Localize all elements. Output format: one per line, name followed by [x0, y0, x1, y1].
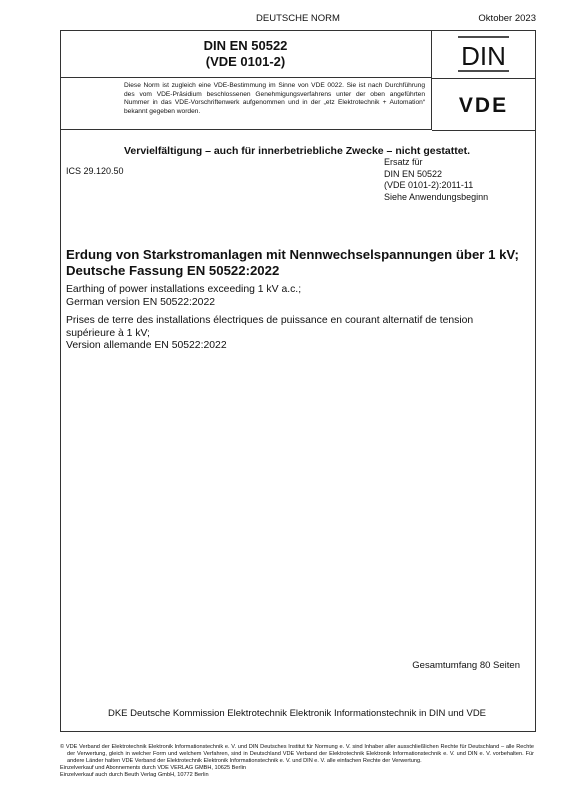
- title-french-line3: Version allemande EN 50522:2022: [66, 340, 227, 351]
- replaced-vde: (VDE 0101-2):2011-11: [384, 180, 474, 190]
- reproduction-notice: Vervielfältigung – auch für innerbetriebliche Zwecke – nicht gestattet.: [123, 145, 470, 157]
- footer: [60, 744, 534, 779]
- application-start-note: Siehe Anwendungsbeginn: [384, 191, 489, 202]
- title-german: [66, 247, 526, 279]
- sales-info-vde: Einzelverkauf und Abonnements durch VDE VERLAG GMBH, 10625 Berlin: [60, 765, 246, 771]
- din-logo-box: [432, 30, 535, 79]
- document-type: DEUTSCHE NORM: [256, 13, 340, 24]
- ics-code: ICS 29.120.50: [66, 166, 124, 176]
- din-logo-text: DIN: [461, 41, 506, 71]
- vde-number: (VDE 0101-2): [205, 54, 286, 69]
- total-pages: Gesamtumfang 80 Seiten: [412, 660, 520, 671]
- replaced-standard: DIN EN 50522: [384, 168, 443, 179]
- copyright-notice: © VDE Verband der Elektrotechnik Elektronik Informationstechnik e. V. und DIN Deutsches Institut für Normung e. V. sind Inhaber aller ausschließlichen Rechte für Deutschland – alle Rechte der Verwertung, gleich in welcher Form und welchem Verfahren, sind in Deutschland VDE Verband der Elektrotechnik Elektronik Informationstechnik e. V. und DIN e. V. vorbehalten. Für andere Länder halten VDE Verband der Elektrotechnik Elektronik Informationstechnik e. V. und DIN e. V. alle einfachen Rechte der Verwertung.: [60, 744, 534, 764]
- vde-logo: [432, 78, 535, 130]
- title-german-line1: Erdung von Starkstromanlagen mit Nennwechselspannungen über 1 kV;: [66, 247, 519, 262]
- vde-regulation-note: Diese Norm ist zugleich eine VDE-Bestimmung im Sinne von VDE 0022. Sie ist nach Durchführung des vom VDE-Präsidium beschlossenen Genehmigungsverfahrens unter der oben angeführten Nummer in das VDE-Vorschriftenwerk aufgenommen und in der „etz Elektrotechnik + Automation“ bekannt gegeben worden.: [60, 78, 432, 130]
- publication-date: Oktober 2023: [478, 13, 536, 24]
- title-english-line2: German version EN 50522:2022: [66, 296, 216, 308]
- top-line: [60, 13, 536, 29]
- vde-logo-box: [432, 78, 535, 131]
- vde-logo-text: VDE: [458, 94, 509, 117]
- title-english-line1: Earthing of power installations exceeding 1 kV a.c.;: [66, 284, 302, 295]
- standard-title-box: [60, 30, 432, 78]
- standard-number: DIN EN 50522: [203, 38, 288, 53]
- title-french-line2: supérieure à 1 kV;: [66, 327, 150, 339]
- page-frame: [60, 30, 536, 732]
- title-german-line2: Deutsche Fassung EN 50522:2022: [66, 263, 280, 278]
- replacement-label: Ersatz für: [384, 157, 423, 167]
- title-french-line1: Prises de terre des installations électriques de puissance en courant alternatif de tension: [66, 315, 474, 326]
- title-english: [66, 284, 526, 309]
- title-french: [66, 315, 526, 353]
- replacement-info: [384, 157, 524, 203]
- sales-info-beuth: Einzelverkauf auch durch Beuth Verlag GmbH, 10772 Berlin: [60, 772, 209, 778]
- din-logo: [432, 30, 535, 78]
- dke-line: DKE Deutsche Kommission Elektrotechnik Elektronik Informationstechnik in DIN und VDE: [107, 708, 487, 719]
